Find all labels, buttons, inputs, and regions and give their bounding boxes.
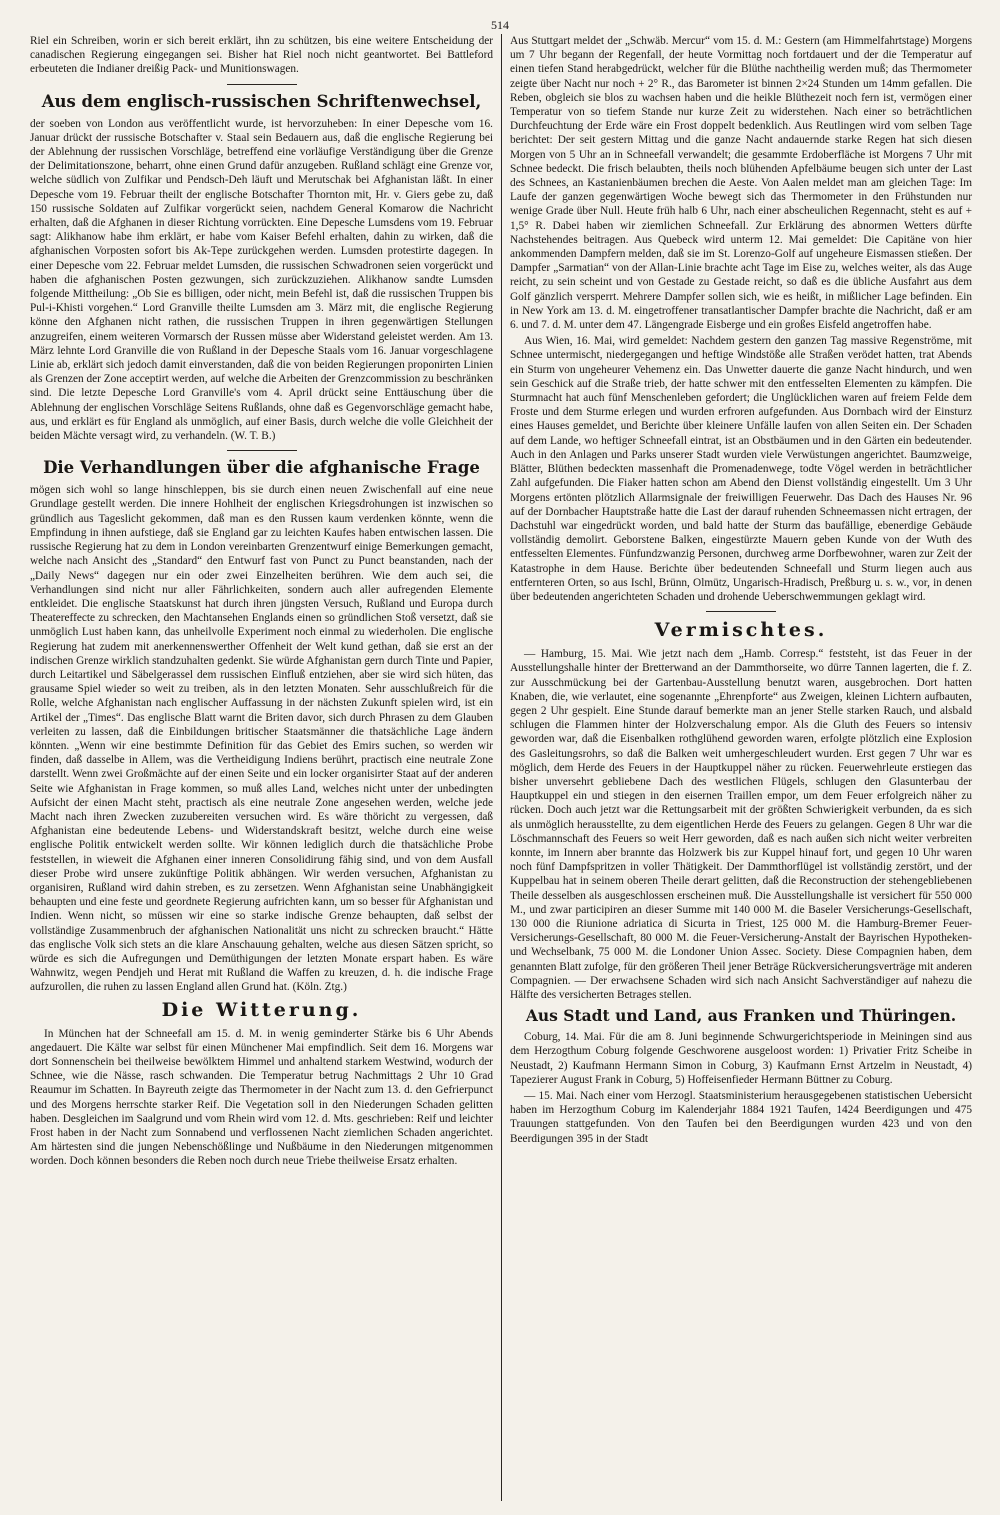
article-english-russian-correspondence: der soeben von London aus veröffentlicht wurde, ist hervorzuheben: In einer Depesche vom 16. Januar drückt der russische Botschafter v. Staal sein Bedauern aus, daß die englische Regierung bei der Ablehnung der russischen Vorschläge, betreffend eine vorläufige Verständigung über die Grenze der Delimitationszone, beharrt, ohne einen Grund dafür anzugeben. Rußland schlägt eine Grenze vor, welche südlich von Zulfikar und Pendsch-Deh läuft und Merutschak bei Afghanistan läßt. In einer Depesche vom 19. Februar theilt der englische Botschafter Thornton mit, Hr. v. Giers gebe zu, daß 150 russische Soldaten auf Zulfikar vorgerückt seien, nachdem General Komarow die Nachricht erhalten, daß die Afghanen in dieser Richtung vorrückten. Eine Depesche Lumsdens vom 19. Februar sagt: Alikhanow habe ihm erklärt, er habe vom Kaiser Befehl erhalten, dahin zu wirken, daß die afghanischen Vorposten sofort bis Ak-Tepe zurückgehen werden. Lumsden protestirte dagegen. In einer Depesche vom 22. Februar meldet Lumsden, die russischen Schwadronen seien vorgerückt und haben die afghanischen Posten gezwungen, sich zurückzuziehen. Alikhanow sandte Lumsden folgende Mittheilung: „Ob Sie es billigen, oder nicht, mein Befehl ist, daß die russischen Truppen bis Pul-i-Khisti vorgehen.“ Lord Granville theilte Lumsden am 3. März mit, die englische Regierung könne den Afghanen nicht rathen, die russischen Truppen in ihren gegenwärtigen Stellungen anzugreifen, einem weiteren Vormarsch der Russen müsse aber Widerstand geleistet werden. Am 13. März lehnte Lord Granville die von Rußland in der Depesche Staals vom 16. Januar vorgeschlagene Linie ab, erklärt sich jedoch damit einverstanden, daß die von beiden Regierungen proponirten Linien als Grenzen der Zone acceptirt werden, auf welche die Arbeiten der Grenzcommission zu beschränken sind. Die letzte Depesche Lord Granville's vom 4. April drückt seine Enttäuschung über die Ablehnung der englischen Vorschläge Seitens Rußlands, ohne daß es Gegenvorschläge gemacht habe, aus, und erklärt es für England als unmöglich, auf einer Basis, durch welche die volle Gleichheit der beiden Mächte versagt wird, zu verhandeln. (W. T. B.) [30, 117, 493, 443]
heading-miscellaneous: Vermischtes. [654, 619, 828, 642]
article-weather-stuttgart: Aus Stuttgart meldet der „Schwäb. Mercur“ vom 15. d. M.: Gestern (am Himmelfahrtstage) Morgens um 7 Uhr begann der Regenfall, der heute Vormittag noch fortdauert und der die Temperatur auf einen tiefen Stand herabgedrückt, welcher für die Blüthe nachtheilig werden muß; das Thermometer zeigte über Nacht nur noch + 2° R., das Barometer ist binnen 2×24 Stunden um 14mm gefallen. Die Reben, obgleich sie blos zu wachsen haben und die heikle Blüthezeit noch fern ist, vermögen einer Temperatur von so tiefem Stande nur kurze Zeit zu widerstehen. Nach einer so beträchtlichen Durchfeuchtung der Erde wäre ein Frost doppelt bedenklich. Aus Reutlingen wird vom selben Tage berichtet: Der seit gestern Mittag und die ganze Nacht andauernde starke Regen hat sich diesen Morgen von 5 Uhr an in Schneefall verwandelt; die gesammte Erdoberfläche ist Morgens 7 Uhr mit Schnee bedeckt. Die frisch belaubten, theils noch blühenden Apfelbäume beugen sich unter der Last des Schnees, an Kastanienbäumen brechen die Aeste. Von Aalen meldet man am gleichen Tage: Im Laufe der ganzen gegenwärtigen Woche bewegt sich das Thermometer in den Frühstunden nur wenige Grade über Null. Heute früh halb 6 Uhr, nach einer abscheulichen Regennacht, steht es auf + 1,5° R. Dabei haben wir ziemlichen Schneefall. Zur Erklärung des abnormen Wetters dürfte Nachstehendes beitragen. Aus Quebeck wird unterm 12. Mai gemeldet: Die Capitäne von hier ankommenden Dampfern melden, daß sie im St. Lorenzo-Golf auf ungeheure Eismassen stießen. Der Dampfer „Sarmatian“ von der Allan-Linie brachte acht Tage im Eise zu, welches weiter, als das Auge reicht, zu sein scheint und von Gestade zu Gestade reicht, so daß es die übliche Ausfahrt aus dem Golf gänzlich versperrt. Mehrere Dampfer sollen sich, wie es heißt, in mißlicher Lage befinden. Ein in New York am 13. d. M. eingetroffener transatlantischer Dampfer brachte die Nachricht, daß er am 6. und 7. d. M. unter dem 47. Längengrade Eisberge und ein großes Eisfeld angetroffen habe. [510, 35, 972, 332]
heading-afghan-negotiations: Die Verhandlungen über die afghanische Frage [43, 458, 480, 478]
article-weather: In München hat der Schneefall am 15. d. M. in wenig geminderter Stärke bis 6 Uhr Abends angedauert. Die Kälte war selbst für einen Münchener Mai empfindlich. Seit dem 16. Morgens war dort Sonnenschein bei theilweise bewölktem Himmel und anhaltend starkem Westwind, wodurch der Schnee, wie die Nässe, rasch schwanden. Die Temperatur betrug Nachmittags 2 Uhr 10 Grad Reaumur im Schatten. In Bayreuth zeigte das Thermometer in der Nacht zum 13. d. den Gefrierpunct und des Morgens herrschte starker Reif. Die Vegetation soll in den Niederungen Schaden gelitten haben. Desgleichen im Saalgrund und vom Rhein wird vom 12. d. Mts. geschrieben: Reif und leichter Frost haben in der Nacht zum Sonnabend und verflossenen Nacht ziemlichen Schaden angerichtet. Am härtesten sind die jungen Nebenschößlinge und Nußbäume in den Niederungen mitgenommen worden. Doch können besonders die Reben noch durch neue Triebe theilweise Ersatz erhalten. [30, 1027, 493, 1168]
divider-rule [706, 611, 776, 612]
heading-city-and-country: Aus Stadt und Land, aus Franken und Thüringen. [525, 1006, 957, 1026]
page-number: 514 [491, 18, 509, 32]
left-column [30, 34, 501, 1501]
article-coburg-jurors: Coburg, 14. Mai. Für die am 8. Juni beginnende Schwurgerichtsperiode in Meiningen sind aus dem Herzogthum Coburg folgende Geschworene ausgeloost worden: 1) Privatier Fritz Scheibe in Neustadt, 2) Kaufmann Hermann Simon in Coburg, 3) Kaufmann Ernst Artzelm in Neustadt, 4) Tapezierer August Frank in Coburg, 5) Hoffeisenfieder Hermann Büttner zu Coburg. [510, 1031, 972, 1086]
article-weather-vienna: Aus Wien, 16. Mai, wird gemeldet: Nachdem gestern den ganzen Tag massive Regenströme, mit Schnee untermischt, niedergegangen und heftige Windstöße alle Straßen verödet hatten, trat Abends ein Sturm von ungeheurer Vehemenz ein. Das Unwetter dauerte die ganze Nacht hindurch, und wen sein Geschick auf die Straße trieb, der hatte schwer mit den entfesselten Elementen zu kämpfen. Die Sturmnacht hat auch fünf Menschenleben gefordert; die Unglücklichen waren auf freiem Felde dem Froste und dem Sturme erlegen und wurden erfroren aufgefunden. Aus Dornbach wird der Einsturz eines Hauses gemeldet, und Berichte über kleinere Unfälle laufen von allen Seiten ein. Der Schaden auf dem Lande, wo heftiger Schneefall eintrat, ist an Obstbäumen und in den Gärten ein bedeutender. Auch in den Anlagen und Parks unserer Stadt wurden viele Verwüstungen angerichtet. Baumzweige, Blätter, Blüthen bedeckten massenhaft die Promenadenwege, todte Vögel werden in beträchtlicher Zahl aufgefunden. Die Fiaker hatten schon am Abend den Dienst vollständig eingestellt. Um 3 Uhr Morgens ertönten plötzlich Allarmsignale der freiwilligen Feuerwehr. Das Dach des Hauses Nr. 96 auf der Dornbacher Hauptstraße hatte die Last der darauf ruhenden Schneemassen nicht ertragen, der Dachstuhl war eingedrückt worden, und bald hatte der Sturm das baufällige, ebenerdige Gebäude vollständig demolirt. Geborstene Balken, eingestürzte Mauern geben Kunde von der Wuth des entfesselten Elementes. Fünfundzwanzig Personen, durchweg arme Dorfbewohner, waren zur Zeit der Katastrophe in dem Hause. Berichte über bedeutenden Schneefall und Sturm liegen auch aus entfernteren Orten, so aus Ischl, Brünn, Olmütz, Ungarisch-Hradisch, Preßburg u. s. w., vor, in denen über bedeutenden angerichteten Schaden und drohende Ueberschwemmungen geklagt wird. [510, 335, 972, 603]
heading-weather: Die Witterung. [161, 998, 362, 1021]
article-riel-continuation: Riel ein Schreiben, worin er sich bereit erklärt, ihn zu schützen, bis eine weitere Entscheidung der canadischen Regierung eingegangen sei. Bisher hat Riel noch nicht geantwortet. Bei Battleford erbeuteten die Indianer dreißig Pack- und Munitionswagen. [30, 35, 493, 76]
columns [30, 34, 972, 1501]
divider-rule [227, 84, 297, 85]
right-column [501, 34, 972, 1501]
article-hamburg-fire: — Hamburg, 15. Mai. Wie jetzt nach dem „Hamb. Corresp.“ feststeht, ist das Feuer in der Ausstellungshalle hinter der Bretterwand an der Dammthorseite, wo dürre Tannen lagerten, die f. Z. zur Ausschmückung bei der Gartenbau-Ausstellung benutzt waren, ausgebrochen. Dort hatten Knaben, die, wie verlautet, eine sogenannte „Ehrenpforte“ aus Zweigen, kleinen Lichtern aufbauten, gegen 2 Uhr gespielt. Eine Stunde darauf bemerkte man an jener Stelle starken Rauch, und alsbald schlugen die Flammen hinter der Holzverschalung empor. Als die Gluth des Feuers so intensiv geworden war, daß die Eisenbalken rothglühend geworden waren, erfolgte plötzlich eine Explosion des Gasleitungsrohrs, so daß die Balken weit umhergeschleudert wurden. Erst gegen 7 Uhr war es möglich, dem Herde des Feuers in der Hauptkuppel näher zu rücken. Feuerwehrleute erstiegen das bisher unversehrt gebliebene Dach des westlichen Flügels, schlugen den Glasunterbau der Hauptkuppel ein und stiegen in den eisernen Traillen empor, um dem Feuer erfolgreich näher zu rücken. Doch auch jetzt war die Rettungsarbeit mit der größten Schwierigkeit verbunden, da es sich als unmöglich herausstellte, zu dem eigentlichen Herde des Feuers zu gelangen. Gegen 8 Uhr war die Löschmannschaft des Feuers so weit Herr geworden, daß es nach außen sich nicht weiter verbreiten konnte, im Innern aber brannte das Holzwerk bis zur Kuppel hinauf fort, und gegen 10 Uhr waren noch fünf Dampfspritzen in voller Thätigkeit. Der Dammthorflügel ist vollständig zerstört, und der Kuppelbau hat in seinem oberen Theile derart gelitten, daß die Reconstruction der stehengebliebenen Theile desselben als ausgeschlossen erscheinen muß. Die Ausstellungshalle ist versichert für 550 000 M., und zwar participiren an dieser Summe mit 140 000 M. die Baseler Versicherungs-Gesellschaft, 130 000 die Riunione adriatica di Sicurta in Triest, 125 000 M. die Hamburg-Bremer Feuer-Versicherungs-Gesellschaft, 80 000 M. die Feuer-Versicherung-Anstalt der Bayrischen Hypotheken- und Wechselbank, 75 000 M. die Londoner Union Assec. Society. Diese Compagnien haben, dem genannten Blatt zufolge, für den größeren Theil jener Beträge Rückversicherungsverträge mit anderen Compagnien. — Der erwachsene Schaden wird sich nach Ansicht Sachverständiger auf nahezu die Hälfte des versicherten Betrages stellen. [510, 648, 972, 1001]
article-afghan-negotiations: mögen sich wohl so lange hinschleppen, bis sie durch einen neuen Zwischenfall auf eine neue Grundlage gestellt werden. Die innere Hohlheit der englischen Kriegsdrohungen ist inzwischen so gründlich aus Tageslicht gekommen, daß man es den Russen kaum verdenken könnte, wenn die Empfindung in ihnen aufstiege, daß sie England gar zu leichten Kaufes haben entwischen lassen. Die russische Regierung hat zu dem in London vereinbarten Grenzentwurf einige Bemerkungen gemacht, welche nach Ansicht des „Standard“ den Entwurf fast von Punct zu Punct beanstanden, nach der „Daily News“ dagegen nur ein oder zwei Einzelheiten berühren. Wie dem auch sei, die Verhandlungen sind nicht nur aller Fährlichkeiten, sondern auch aller aufregenden Elemente entkleidet. Die englische Staatskunst hat durch ihren jüngsten Versuch, Rußland und Europa durch Theatereffecte zu schrecken, den Machtansehen Englands einen so gründlichen Stoß versetzt, daß sie unmöglich Lust haben kann, das unheilvolle Experiment noch einmal zu wiederholen. Die englische Regierung hat zudem mit anerkennenswerther Offenheit der Welt kund gethan, daß sie erst an der indischen Grenze wirklich standzuhalten gedenkt. Sie würde Afghanistan gern durch Tinte und Papier, durch Leitartikel und Säbelgerassel dem russischen Einfluß entziehen, aber sie wird sich hüten, das grausame Spiel wieder so weit zu treiben, als in den letzten Monaten. Sehr ausschlußreich für die Rolle, welche Afghanistan nach englischer Auffassung in der nächsten Zukunft spielen wird, ist ein Artikel der „Times“. Das englische Blatt warnt die Briten davor, sich durch Phrasen zu dem Glauben verleiten zu lassen, daß die Einbildungen britischer Staatsmänner die thatsächliche Lage ändern könnten. „Wenn wir eine bestimmte Definition für das Gebiet des Emirs suchen, so werden wir finden, daß dasselbe in Allem, was die Vertheidigung Indiens berührt, practisch eine neutrale Zone darstellt. Wenn zwei Großmächte auf der einen Seite und ein locker organisirter Staat auf der anderen Seite wie Afghanistan in Frage kommen, so muß alles Land, welches nicht unter der unbedingten Aufsicht der einen Macht steht, practisch als eine neutrale Zone angesehen werden, welche jede Macht nach ihren Zwecken zuzubereiten versuchen wird. Es wäre thöricht zu vergessen, daß Afghanistan eine bedeutende Lebens- und Widerstandskraft besitzt, welche durch eine weise englische Politik entwickelt werden sollte. Wir können lediglich durch die thatsächliche Probe feststellen, in wieweit die Afghanen einer inneren Consolidirung fähig sind, und von dem Ausfall dieser Probe wird unsere zukünftige Politik abhängen. Wir werden versuchen, Afghanistan zu organisiren, Rußland wird dahin streben, es zu zersetzen. Wenn Afghanistan seine Unabhängigkeit behaupten und eine feste und geordnete Regierung aufrichten kann, um so besser für Afghanistan und Indien. Wenn nicht, so müssen wir eine so starke indische Grenze behaupten, daß selbst der vollständige Zusammenbruch der afghanischen Nationalität uns nicht zu schrecken braucht.“ Hätte das englische Volk sich stets an die klare Anschauung gehalten, welche aus diesen Sätzen spricht, so würde es sich die Aufregungen und Demüthigungen der letzten Monate erspart haben. Es wäre Wahnwitz, wegen Pendjeh und Herat mit Rußland die Waffen zu kreuzen, d. h. die indische Frage aufzurollen, die ruhen zu lassen England allen Grund hat. (Köln. Ztg.) [30, 484, 493, 994]
heading-english-russian-correspondence: Aus dem englisch-russischen Schriftenwechsel, [41, 91, 482, 111]
article-coburg-statistics: — 15. Mai. Nach einer vom Herzogl. Staatsministerium herausgegebenen statistischen Uebersicht haben im Herzogthum Coburg im Kalenderjahr 1884 1921 Taufen, 1424 Beerdigungen und 475 Trauungen stattgefunden. Von den Taufen bei den Beerdigungen wurden 423 und von den Beerdigungen 395 in der Stadt [510, 1090, 972, 1145]
divider-rule [227, 450, 297, 451]
